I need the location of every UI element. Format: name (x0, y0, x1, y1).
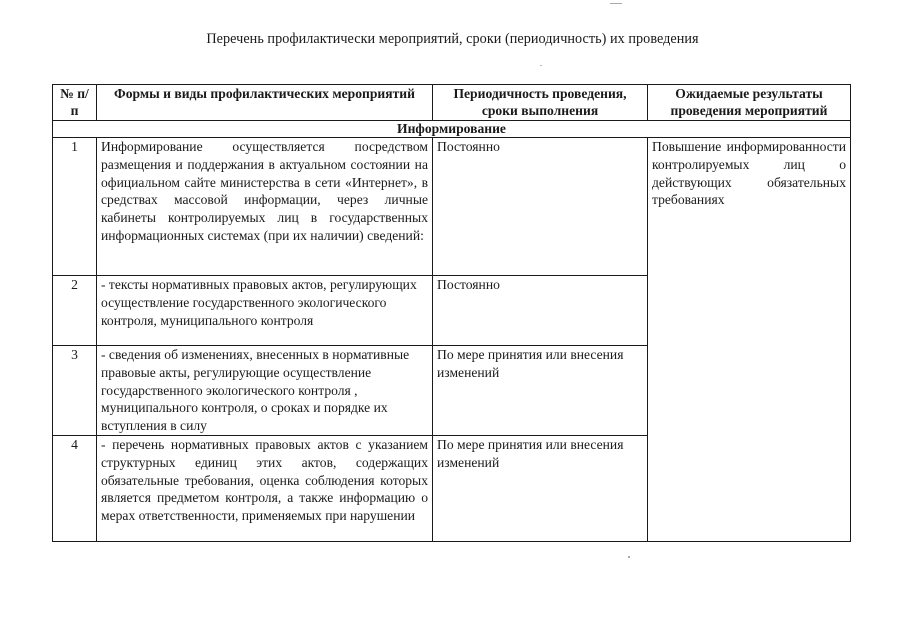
section-row (53, 121, 851, 138)
row-num: 2 (53, 276, 97, 346)
scan-speck (610, 3, 622, 4)
row-num: 4 (53, 435, 97, 541)
row-period: По мере принятия или внесения изменений (433, 435, 648, 541)
expected-result: Повышение информированности контролируемых лиц о действующих обязательных требованиях (648, 138, 851, 542)
row-text-clip: - перечень нормативных правовых актов с указанием структурных единиц этих актов, содержащих обязательные требования, оценка соблюдения которых является предметом контроля, а также информацию о мерах ответственности, применяемых при нарушении (101, 436, 428, 524)
row-text: - тексты нормативных правовых актов, регулирующих осуществление государственного экологического контроля, муниципального контроля (97, 276, 433, 346)
scan-speck (628, 556, 630, 558)
header-period: Периодичность проведения, сроки выполнения (433, 85, 648, 121)
header-num: № п/п (53, 85, 97, 121)
row-num: 3 (53, 346, 97, 436)
document-title: Перечень профилактически мероприятий, сроки (периодичность) их проведения (206, 31, 699, 47)
row-num: 1 (53, 138, 97, 276)
row-period: Постоянно (433, 276, 648, 346)
header-results: Ожидаемые результаты проведения мероприятий (648, 85, 851, 121)
row-text (97, 435, 433, 541)
header-forms: Формы и виды профилактических мероприятий (97, 85, 433, 121)
table-header-row (53, 85, 851, 121)
row-text: - сведения об изменениях, внесенных в нормативные правовые акты, регулирующие осуществление государственного экологического контроля , муниципального контроля, о сроках и порядке их вступления в силу (97, 346, 433, 436)
table-row (53, 138, 851, 276)
row-period: Постоянно (433, 138, 648, 276)
measures-table (52, 84, 851, 542)
row-period: По мере принятия или внесения изменений (433, 346, 648, 436)
section-title: Информирование (53, 121, 851, 138)
row-text: Информирование осуществляется посредством размещения и поддержания в актуальном состоянии на официальном сайте министерства в сети «Интернет», в средствах массовой информации, через личные кабинеты контролируемых лиц в государственных информационных системах (при их наличии) сведений: (97, 138, 433, 276)
scan-speck (540, 65, 542, 66)
